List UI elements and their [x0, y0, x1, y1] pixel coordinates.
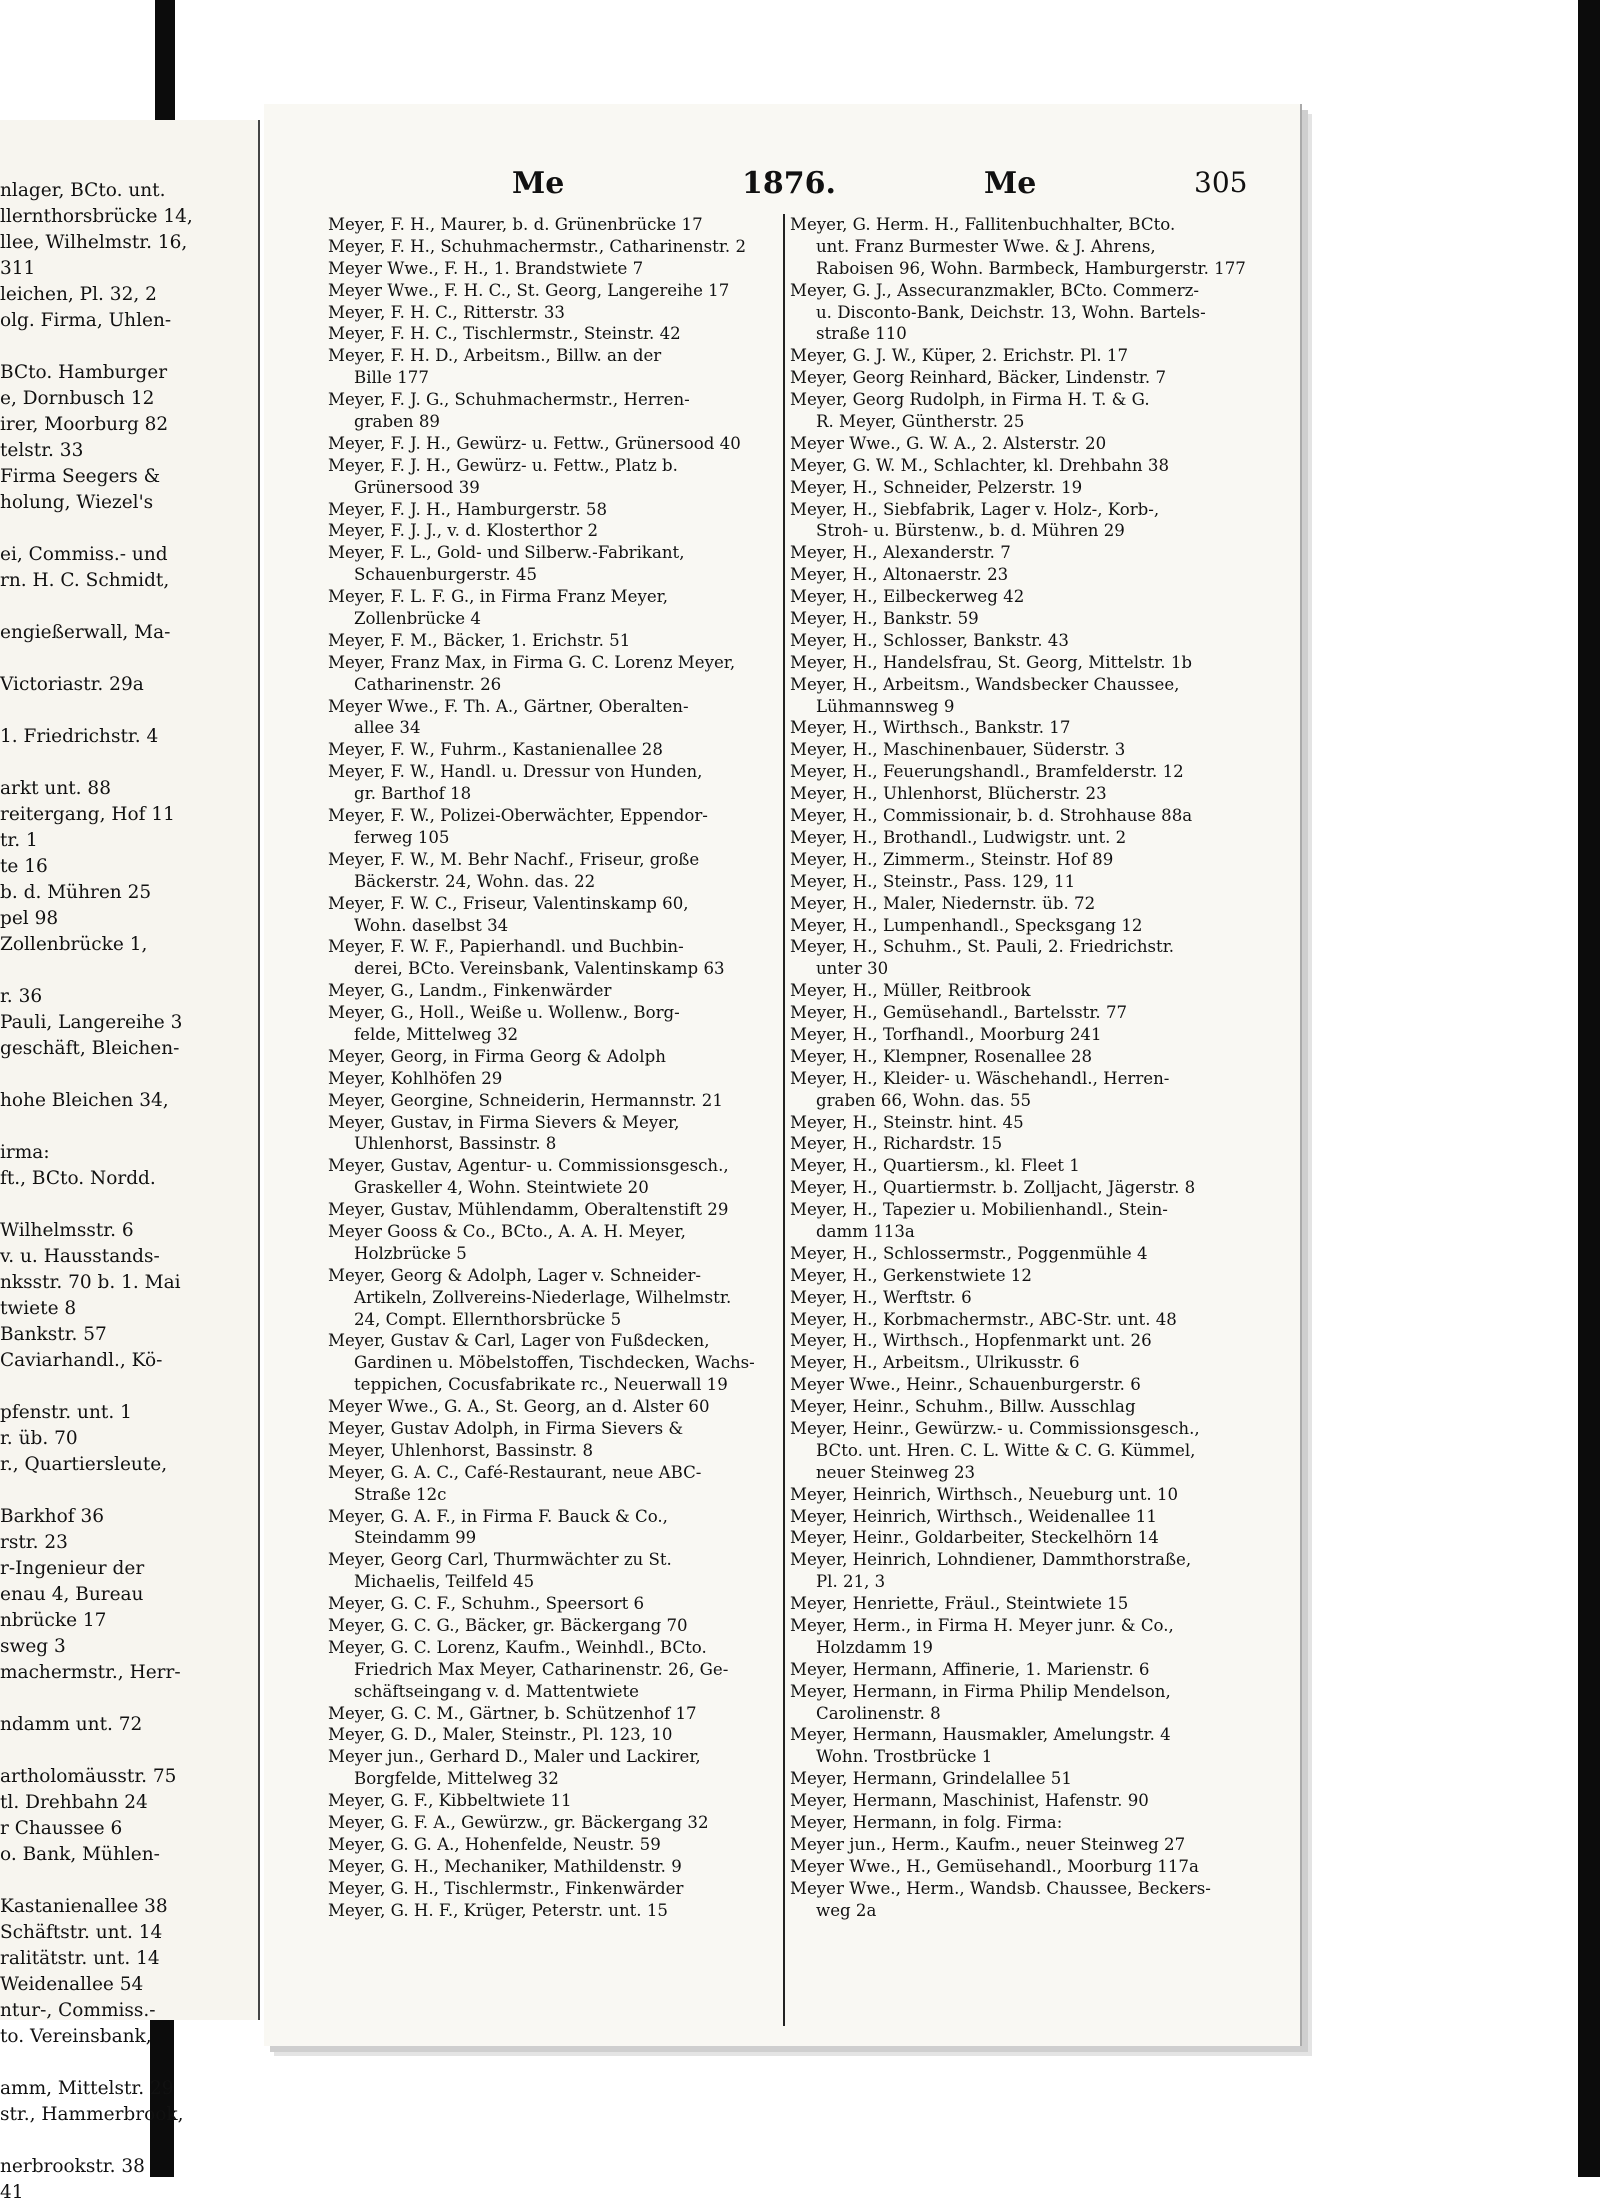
directory-entry-line: Meyer Wwe., G. W. A., 2. Alsterstr. 20 [790, 433, 1107, 453]
directory-entry-line: Meyer, Franz Max, in Firma G. C. Lorenz Meyer, [328, 652, 736, 672]
directory-entry-line: Meyer, H., Commissionair, b. d. Strohhause 88a [790, 806, 1193, 826]
directory-entry-line: Meyer, H., Arbeitsm., Wandsbecker Chaussee, [790, 674, 1180, 694]
directory-entry-line: Meyer, F. L., Gold- und Silberw.-Fabrikant, [328, 543, 685, 563]
directory-entry-line: Meyer, Henriette, Fräul., Steintwiete 15 [790, 1594, 1129, 1614]
fragment-line: machermstr., Herr- [0, 1662, 181, 1683]
fragment-line: r Chaussee 6 [0, 1818, 123, 1839]
directory-entry-line: Meyer, H., Gemüsehandl., Bartelsstr. 77 [790, 1003, 1128, 1023]
fragment-line: tr. 1 [0, 830, 38, 851]
fragment-line: Firma Seegers & [0, 466, 161, 487]
directory-entry-line: Meyer, G. C. M., Gärtner, b. Schützenhof 17 [328, 1703, 697, 1723]
directory-entry-line: Meyer, Gustav, Mühlendamm, Oberaltenstift 29 [328, 1200, 729, 1220]
directory-entry-line: Meyer, F. W., Polizei-Oberwächter, Eppendor- [328, 806, 708, 826]
fragment-line: ft., BCto. Nordd. [0, 1168, 156, 1189]
fragment-line [0, 698, 254, 724]
fragment-line: reitergang, Hof 11 [0, 804, 175, 825]
directory-entry-line: Meyer, Heinr., Gewürzw.- u. Commissionsgesch., [790, 1418, 1200, 1438]
fragment-line [0, 1738, 254, 1764]
fragment-line: Bankstr. 57 [0, 1324, 107, 1345]
directory-entry-line: Meyer, H., Quartiersm., kl. Fleet 1 [790, 1156, 1080, 1176]
fragment-line: artholomäusstr. 75 [0, 1766, 177, 1787]
fragment-line: 41 [0, 2182, 24, 2203]
directory-entry-line: Meyer, G. H., Mechaniker, Mathildenstr. 9 [328, 1856, 682, 1876]
fragment-line: twiete 8 [0, 1298, 77, 1319]
directory-entry-line: Meyer, F. J. G., Schuhmachermstr., Herren- [328, 390, 690, 410]
fragment-line [0, 2050, 254, 2076]
directory-entry-line: Meyer, F. W., Handl. u. Dressur von Hunden, [328, 762, 703, 782]
directory-entry-line: Meyer, F. M., Bäcker, 1. Erichstr. 51 [328, 630, 631, 650]
fragment-line: telstr. 33 [0, 440, 84, 461]
fragment-line: BCto. Hamburger [0, 362, 168, 383]
directory-entry-line: Meyer, Hermann, Hausmakler, Amelungstr. 4 [790, 1725, 1171, 1745]
directory-entry-line: Schauenburgerstr. 45 [354, 565, 538, 585]
directory-entry-line: Meyer, G., Holl., Weiße u. Wollenw., Borg- [328, 1003, 680, 1023]
left-column [328, 214, 776, 1921]
directory-entry-line: Meyer, H., Siebfabrik, Lager v. Holz-, Korb-, [790, 499, 1160, 519]
fragment-line: Wilhelmsstr. 6 [0, 1220, 134, 1241]
directory-entry-line: Meyer, Georgine, Schneiderin, Hermannstr. 21 [328, 1090, 723, 1110]
directory-entry-line: Meyer Wwe., F. Th. A., Gärtner, Oberalten- [328, 696, 689, 716]
directory-entry-line: Meyer, Hermann, in folg. Firma: [790, 1813, 1063, 1833]
directory-entry-line: Meyer, Heinr., Goldarbeiter, Steckelhörn 14 [790, 1528, 1159, 1548]
directory-entry-line: Meyer, H., Torfhandl., Moorburg 241 [790, 1024, 1102, 1044]
header-left-letters: Me [512, 166, 565, 201]
fragment-line [0, 334, 254, 360]
fragment-line [0, 1868, 254, 1894]
directory-entry-line: Meyer, G. A. C., Café-Restaurant, neue ABC- [328, 1462, 702, 1482]
directory-entry-line: Meyer, F. H., Schuhmachermstr., Catharinenstr. 2 [328, 236, 747, 256]
directory-entry-line: Graskeller 4, Wohn. Steintwiete 20 [354, 1178, 649, 1198]
fragment-line: llee, Wilhelmstr. 16, [0, 232, 188, 253]
directory-entry-line: damm 113a [816, 1221, 915, 1241]
directory-entry-line: Meyer, Hermann, Grindelallee 51 [790, 1769, 1072, 1789]
directory-entry-line: Meyer, Heinrich, Wirthsch., Neueburg unt. 10 [790, 1484, 1179, 1504]
directory-entry-line: Meyer, G. H. F., Krüger, Peterstr. unt. 15 [328, 1900, 668, 1920]
directory-entry-line: ferweg 105 [354, 827, 450, 847]
directory-entry-line: Meyer Wwe., Herm., Wandsb. Chaussee, Beckers- [790, 1878, 1211, 1898]
fragment-line: r., Quartiersleute, [0, 1454, 168, 1475]
directory-entry-line: Meyer, G. G. A., Hohenfelde, Neustr. 59 [328, 1834, 661, 1854]
fragment-line: ralitätstr. unt. 14 [0, 1948, 160, 1969]
directory-entry-line: Meyer, H., Schlossermstr., Poggenmühle 4 [790, 1243, 1148, 1263]
directory-entry-line: Meyer, H., Steinstr., Pass. 129, 11 [790, 871, 1076, 891]
fragment-line: str., Hammerbrook, [0, 2104, 184, 2125]
directory-entry-line: Meyer, H., Alexanderstr. 7 [790, 543, 1011, 563]
directory-entry-line: Meyer, H., Bankstr. 59 [790, 609, 979, 629]
directory-entry-line: unter 30 [816, 959, 889, 979]
directory-entry-line: Pl. 21, 3 [816, 1572, 886, 1592]
directory-entry-line: Meyer, H., Korbmachermstr., ABC-Str. unt. 48 [790, 1309, 1177, 1329]
directory-entry-line: Uhlenhorst, Bassinstr. 8 [354, 1134, 557, 1154]
directory-entry-line: Meyer Wwe., G. A., St. Georg, an d. Alster 60 [328, 1397, 710, 1417]
directory-entry-line: Artikeln, Zollvereins-Niederlage, Wilhelmstr. [354, 1287, 732, 1307]
directory-entry-line: Michaelis, Teilfeld 45 [354, 1572, 535, 1592]
directory-entry-line: Meyer, H., Schuhm., St. Pauli, 2. Friedrichstr. [790, 937, 1175, 957]
directory-entry-line: Meyer, Gustav & Carl, Lager von Fußdecken, [328, 1331, 710, 1351]
directory-entry-line: Meyer, Heinrich, Lohndiener, Dammthorstraße, [790, 1550, 1192, 1570]
fragment-line: Schäftstr. unt. 14 [0, 1922, 163, 1943]
scan-border-top-left [155, 0, 175, 130]
directory-entry-line: Meyer, Georg & Adolph, Lager v. Schneider- [328, 1265, 702, 1285]
directory-entry-line: Meyer Wwe., H., Gemüsehandl., Moorburg 117a [790, 1856, 1199, 1876]
fragment-line [0, 958, 254, 984]
directory-entry-line: Meyer, F. J. H., Hamburgerstr. 58 [328, 499, 608, 519]
directory-entry-line: Meyer, Heinrich, Wirthsch., Weidenallee 11 [790, 1506, 1157, 1526]
fragment-line: llernthorsbrücke 14, [0, 206, 193, 227]
directory-entry-line: Meyer, G., Landm., Finkenwärder [328, 981, 612, 1001]
directory-entry-line: Meyer Wwe., F. H. C., St. Georg, Langereihe 17 [328, 280, 730, 300]
directory-entry-line: teppichen, Cocusfabrikate rc., Neuerwall 19 [354, 1375, 728, 1395]
directory-entry-line: Holzbrücke 5 [354, 1243, 467, 1263]
directory-entry-line: Meyer Wwe., F. H., 1. Brandstwiete 7 [328, 258, 644, 278]
directory-entry-line: Straße 12c [354, 1484, 447, 1504]
directory-entry-line: Meyer, H., Schlosser, Bankstr. 43 [790, 630, 1069, 650]
directory-entry-line: Meyer, G. D., Maler, Steinstr., Pl. 123, 10 [328, 1725, 673, 1745]
fragment-line: leichen, Pl. 32, 2 [0, 284, 157, 305]
fragment-line: pel 98 [0, 908, 59, 929]
fragment-line: hohe Bleichen 34, [0, 1090, 169, 1111]
fragment-line: olg. Firma, Uhlen- [0, 310, 172, 331]
fragment-line: r-Ingenieur der [0, 1558, 145, 1579]
directory-entry-line: Meyer, F. W. C., Friseur, Valentinskamp 60, [328, 893, 689, 913]
directory-entry-line: Meyer, F. J. J., v. d. Klosterthor 2 [328, 521, 599, 541]
directory-entry-line: Meyer, H., Eilbeckerweg 42 [790, 587, 1025, 607]
directory-entry-line: Meyer, Hermann, Maschinist, Hafenstr. 90 [790, 1791, 1149, 1811]
directory-entry-line: neuer Steinweg 23 [816, 1462, 976, 1482]
directory-entry-line: Meyer, H., Brothandl., Ludwigstr. unt. 2 [790, 827, 1127, 847]
directory-entry-line: Meyer, H., Schneider, Pelzerstr. 19 [790, 477, 1083, 497]
directory-entry-line: Meyer, G. W. M., Schlachter, kl. Drehbahn 38 [790, 455, 1170, 475]
directory-entry-line: Meyer Wwe., Heinr., Schauenburgerstr. 6 [790, 1375, 1141, 1395]
directory-entry-line: Lühmannsweg 9 [816, 696, 955, 716]
fragment-line: nlager, BCto. unt. [0, 180, 166, 201]
directory-entry-line: Steindamm 99 [354, 1528, 477, 1548]
directory-entry-line: Meyer, F. H., Maurer, b. d. Grünenbrücke 17 [328, 215, 703, 234]
directory-entry-line: Meyer, H., Zimmerm., Steinstr. Hof 89 [790, 849, 1114, 869]
fragment-line [0, 516, 254, 542]
directory-entry-line: Gardinen u. Möbelstoffen, Tischdecken, Wachs- [354, 1353, 755, 1373]
directory-entry-line: Meyer, F. H. C., Tischlermstr., Steinstr. 42 [328, 324, 681, 344]
directory-entry-line: Meyer, H., Lumpenhandl., Specksgang 12 [790, 915, 1143, 935]
fragment-line: engießerwall, Ma- [0, 622, 171, 643]
directory-entry-line: Meyer, G. F. A., Gewürzw., gr. Bäckergang 32 [328, 1813, 709, 1833]
directory-entry-line: Meyer, G. J., Assecuranzmakler, BCto. Commerz- [790, 280, 1199, 300]
fragment-line [0, 646, 254, 672]
directory-entry-line: Meyer, G. A. F., in Firma F. Bauck & Co., [328, 1506, 668, 1526]
header-right-letters: Me [984, 166, 1037, 201]
directory-entry-line: Catharinenstr. 26 [354, 674, 502, 694]
directory-entry-line: Borgfelde, Mittelweg 32 [354, 1769, 559, 1789]
directory-entry-line: Meyer jun., Herm., Kaufm., neuer Steinweg 27 [790, 1834, 1186, 1854]
fragment-line: Barkhof 36 [0, 1506, 104, 1527]
directory-page [264, 104, 1302, 2046]
fragment-line: Kastanienallee 38 [0, 1896, 168, 1917]
directory-entry-line: Meyer, Gustav, in Firma Sievers & Meyer, [328, 1112, 680, 1132]
fragment-line [0, 1374, 254, 1400]
fragment-line [0, 1478, 254, 1504]
directory-entry-line: weg 2a [816, 1900, 877, 1920]
directory-entry-line: derei, BCto. Vereinsbank, Valentinskamp 63 [354, 959, 725, 979]
directory-entry-line: Meyer, Heinr., Schuhm., Billw. Ausschlag [790, 1397, 1136, 1417]
fragment-line: nbrücke 17 [0, 1610, 107, 1631]
directory-entry-line: Bille 177 [354, 368, 429, 388]
fragment-line: Weidenallee 54 [0, 1974, 144, 1995]
fragment-line: rn. H. C. Schmidt, [0, 570, 170, 591]
directory-entry-line: Wohn. Trostbrücke 1 [816, 1747, 993, 1767]
directory-entry-line: Meyer, G. C. G., Bäcker, gr. Bäckergang 70 [328, 1616, 688, 1635]
directory-entry-line: Meyer, Georg Rudolph, in Firma H. T. & G. [790, 390, 1150, 410]
fragment-line: Zollenbrücke 1, [0, 934, 148, 955]
directory-entry-line: Friedrich Max Meyer, Catharinenstr. 26, Ge- [354, 1659, 729, 1679]
directory-entry-line: Meyer, F. W. F., Papierhandl. und Buchbin- [328, 937, 684, 957]
directory-entry-line: unt. Franz Burmester Wwe. & J. Ahrens, [816, 236, 1156, 256]
fragment-line: te 16 [0, 856, 48, 877]
directory-entry-line: Meyer, F. H. D., Arbeitsm., Billw. an der [328, 346, 662, 366]
directory-entry-line: Meyer, H., Arbeitsm., Ulrikusstr. 6 [790, 1353, 1080, 1373]
directory-entry-line: 24, Compt. Ellernthorsbrücke 5 [354, 1309, 622, 1329]
left-page-fragment [0, 120, 260, 2203]
fragment-line: b. d. Mühren 25 [0, 882, 152, 903]
directory-entry-line: felde, Mittelweg 32 [354, 1024, 519, 1044]
directory-entry-line: Meyer, G. J. W., Küper, 2. Erichstr. Pl. 17 [790, 346, 1129, 366]
directory-entry-line: Meyer, H., Feuerungshandl., Bramfelderstr. 12 [790, 762, 1184, 782]
fragment-line: enau 4, Bureau [0, 1584, 144, 1605]
directory-entry-line: u. Disconto-Bank, Deichstr. 13, Wohn. Bartels- [816, 302, 1206, 322]
directory-entry-line: Meyer, H., Maschinenbauer, Süderstr. 3 [790, 740, 1126, 760]
fragment-line: irma: [0, 1142, 50, 1163]
fragment-line: amm, Mittelstr. 29 [0, 2078, 174, 2099]
directory-entry-line: allee 34 [354, 718, 421, 738]
directory-entry-line: Meyer, G. C. F., Schuhm., Speersort 6 [328, 1594, 645, 1614]
fragment-line: Caviarhandl., Kö- [0, 1350, 163, 1371]
directory-entry-line: Meyer, H., Wirthsch., Bankstr. 17 [790, 718, 1071, 738]
fragment-line: r. 36 [0, 986, 43, 1007]
header-year: 1876. [742, 166, 836, 201]
fragment-line [0, 2128, 254, 2154]
fragment-line: 1. Friedrichstr. 4 [0, 726, 159, 747]
directory-entry-line: Meyer, Uhlenhorst, Bassinstr. 8 [328, 1440, 594, 1460]
fragment-line [0, 750, 254, 776]
fragment-line: ntur-, Commiss.- [0, 2000, 156, 2021]
directory-entry-line: Meyer, H., Altonaerstr. 23 [790, 565, 1009, 585]
directory-entry-line: Meyer, F. W., M. Behr Nachf., Friseur, große [328, 849, 700, 869]
directory-entry-line: graben 66, Wohn. das. 55 [816, 1090, 1032, 1110]
directory-entry-line: Meyer, Gustav Adolph, in Firma Sievers & [328, 1418, 684, 1438]
directory-entry-line: Meyer, H., Müller, Reitbrook [790, 981, 1031, 1001]
fragment-line: pfenstr. unt. 1 [0, 1402, 132, 1423]
directory-entry-line: Meyer, F. H. C., Ritterstr. 33 [328, 302, 565, 322]
fragment-line: to. Vereinsbank, [0, 2026, 152, 2047]
scan-border-right [1578, 0, 1600, 2177]
directory-entry-line: Meyer, Gustav, Agentur- u. Commissionsgesch., [328, 1156, 729, 1176]
left-page-text [0, 178, 254, 2206]
directory-entry-line: Meyer, H., Wirthsch., Hopfenmarkt unt. 26 [790, 1331, 1152, 1351]
fragment-line: geschäft, Bleichen- [0, 1038, 180, 1059]
fragment-line: e, Dornbusch 12 [0, 388, 155, 409]
directory-entry-line: Meyer, H., Handelsfrau, St. Georg, Mittelstr. 1b [790, 652, 1193, 672]
fragment-line [0, 1686, 254, 1712]
fragment-line: r. üb. 70 [0, 1428, 78, 1449]
fragment-line [0, 1062, 254, 1088]
fragment-line: arkt unt. 88 [0, 778, 111, 799]
fragment-line: holung, Wiezel's [0, 492, 154, 513]
fragment-line: nksstr. 70 b. 1. Mai [0, 1272, 181, 1293]
directory-entry-line: Meyer, F. W., Fuhrm., Kastanienallee 28 [328, 740, 663, 760]
directory-entry-line: Meyer, G. Herm. H., Fallitenbuchhalter, BCto. [790, 215, 1176, 234]
fragment-line: irer, Moorburg 82 [0, 414, 169, 435]
directory-entry-line: Meyer, G. F., Kibbeltwiete 11 [328, 1791, 572, 1811]
column-divider [783, 214, 785, 2026]
right-column [790, 214, 1246, 1921]
directory-entry-line: Meyer, H., Werftstr. 6 [790, 1287, 972, 1307]
directory-entry-line: Meyer, Hermann, in Firma Philip Mendelson, [790, 1681, 1171, 1701]
directory-entry-line: Meyer, Georg Reinhard, Bäcker, Lindenstr. 7 [790, 368, 1167, 388]
directory-entry-line: Meyer, F. J. H., Gewürz- u. Fettw., Grünersood 40 [328, 433, 741, 453]
directory-entry-line: Meyer, F. L. F. G., in Firma Franz Meyer, [328, 587, 669, 607]
fragment-line [0, 1114, 254, 1140]
directory-entry-line: Meyer, H., Uhlenhorst, Blücherstr. 23 [790, 784, 1107, 804]
directory-entry-line: Wohn. daselbst 34 [354, 915, 509, 935]
directory-entry-line: Meyer Gooss & Co., BCto., A. A. H. Meyer, [328, 1221, 686, 1241]
directory-entry-line: Meyer, H., Tapezier u. Mobilienhandl., Stein- [790, 1200, 1168, 1220]
directory-entry-line: Meyer, H., Klempner, Rosenallee 28 [790, 1046, 1093, 1066]
directory-entry-line: Meyer, G. H., Tischlermstr., Finkenwärder [328, 1878, 684, 1898]
directory-entry-line: Meyer, H., Gerkenstwiete 12 [790, 1265, 1032, 1285]
fragment-line: nerbrookstr. 38 [0, 2156, 145, 2177]
directory-entry-line: Meyer, Herm., in Firma H. Meyer junr. & Co., [790, 1616, 1174, 1635]
directory-entry-line: Carolinenstr. 8 [816, 1703, 941, 1723]
directory-entry-line: schäftseingang v. d. Mattentwiete [354, 1681, 639, 1701]
directory-entry-line: straße 110 [816, 324, 907, 344]
fragment-line: v. u. Hausstands- [0, 1246, 160, 1267]
fragment-line: Pauli, Langereihe 3 [0, 1012, 183, 1033]
directory-entry-line: Holzdamm 19 [816, 1637, 933, 1657]
directory-entry-line: Meyer jun., Gerhard D., Maler und Lackirer, [328, 1747, 701, 1767]
directory-entry-line: Meyer, Georg, in Firma Georg & Adolph [328, 1046, 666, 1066]
directory-entry-line: Meyer, H., Quartiermstr. b. Zolljacht, Jägerstr. 8 [790, 1178, 1196, 1198]
fragment-line: sweg 3 [0, 1636, 66, 1657]
directory-entry-line: Meyer, H., Richardstr. 15 [790, 1134, 1003, 1154]
directory-entry-line: Meyer, Kohlhöfen 29 [328, 1068, 503, 1088]
fragment-line: o. Bank, Mühlen- [0, 1844, 160, 1865]
directory-entry-line: gr. Barthof 18 [354, 784, 472, 804]
directory-entry-line: Meyer, H., Kleider- u. Wäschehandl., Herren- [790, 1068, 1170, 1088]
fragment-line: 311 [0, 258, 36, 279]
directory-entry-line: Stroh- u. Bürstenw., b. d. Mühren 29 [816, 521, 1125, 541]
directory-entry-line: graben 89 [354, 412, 440, 432]
directory-entry-line: Meyer, F. J. H., Gewürz- u. Fettw., Platz b. [328, 455, 678, 475]
page-number: 305 [1194, 166, 1248, 199]
directory-entry-line: Meyer, Georg Carl, Thurmwächter zu St. [328, 1550, 672, 1570]
fragment-line: ndamm unt. 72 [0, 1714, 143, 1735]
directory-entry-line: R. Meyer, Güntherstr. 25 [816, 412, 1025, 432]
fragment-line: Victoriastr. 29a [0, 674, 144, 695]
directory-entry-line: Raboisen 96, Wohn. Barmbeck, Hamburgerstr. 177 [816, 258, 1246, 278]
fragment-line [0, 594, 254, 620]
fragment-line: tl. Drehbahn 24 [0, 1792, 148, 1813]
fragment-line: ei, Commiss.- und [0, 544, 168, 565]
fragment-line: rstr. 23 [0, 1532, 68, 1553]
directory-entry-line: Meyer, G. C. Lorenz, Kaufm., Weinhdl., BCto. [328, 1637, 707, 1657]
directory-entry-line: Zollenbrücke 4 [354, 609, 481, 629]
directory-entry-line: Meyer, H., Steinstr. hint. 45 [790, 1112, 1024, 1132]
directory-entry-line: BCto. unt. Hren. C. L. Witte & C. G. Kümmel, [816, 1440, 1196, 1460]
directory-entry-line: Bäckerstr. 24, Wohn. das. 22 [354, 871, 596, 891]
directory-entry-line: Grünersood 39 [354, 477, 480, 497]
directory-entry-line: Meyer, H., Maler, Niedernstr. üb. 72 [790, 893, 1096, 913]
directory-entry-line: Meyer, Hermann, Affinerie, 1. Marienstr. 6 [790, 1659, 1150, 1679]
fragment-line [0, 1192, 254, 1218]
